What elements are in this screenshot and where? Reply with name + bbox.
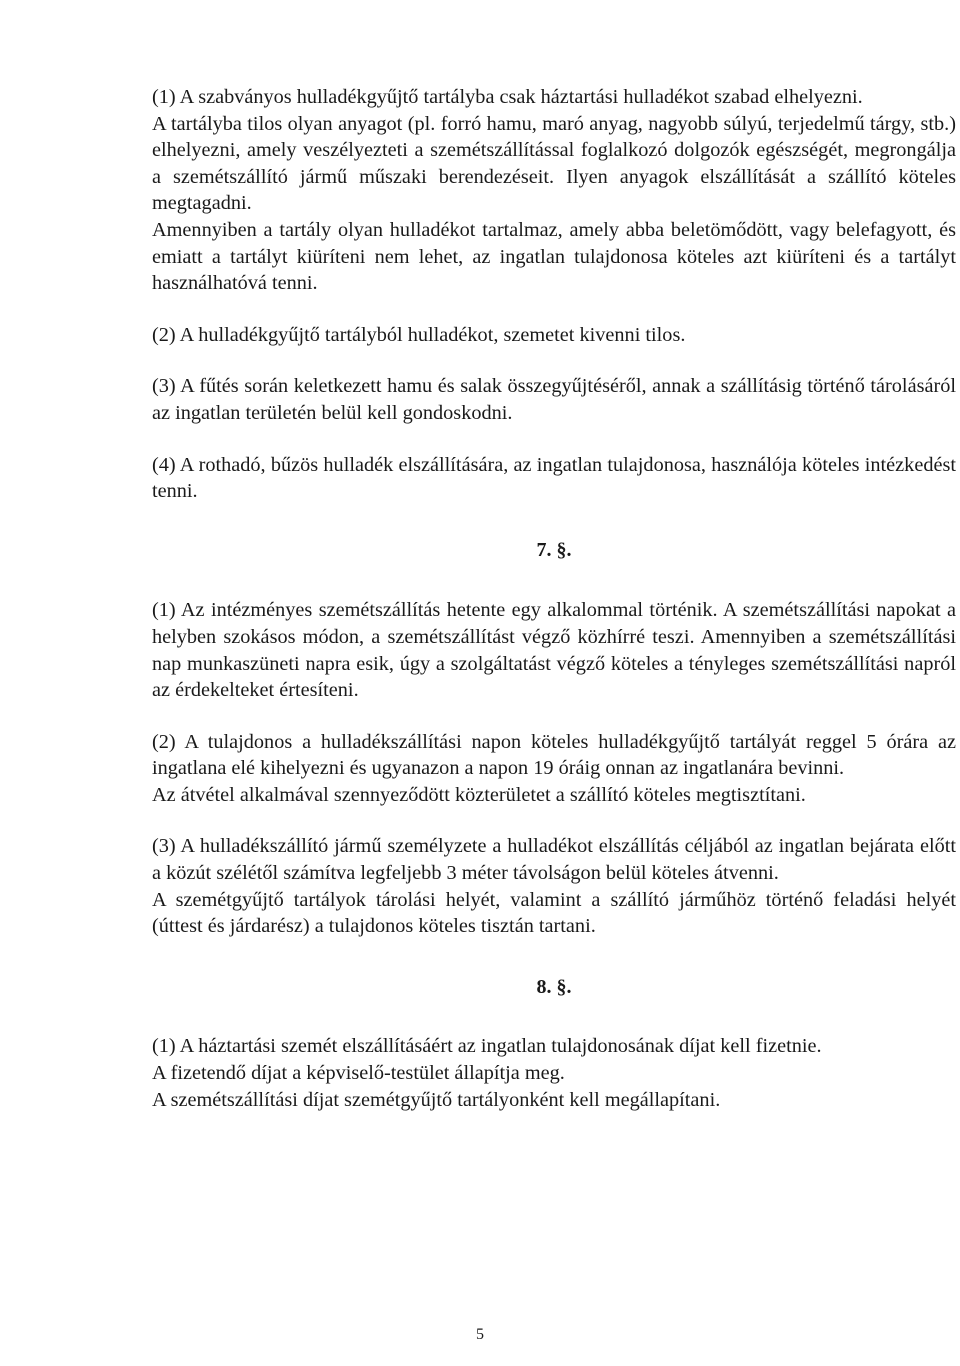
paragraph-line: Amennyiben a tartály olyan hulladékot tartalmaz, amely abba beletömődött, vagy belefagyott, és emiatt a tartályt kiüríteni nem lehet, az ingatlan tulajdonosa köteles azt kiüríteni és a tartályt használhatóvá tenni. [152,218,956,295]
document-page [152,84,956,1138]
paragraph-line: Az átvétel alkalmával szennyeződött közterületet a szállító köteles megtisztítani. [152,783,806,806]
paragraph-6-3: (3) A fűtés során keletkezett hamu és salak összegyűjtéséről, annak a szállításig történő tárolásáról az ingatlan területén belül kell gondoskodni. [152,375,956,424]
paragraph-line: A fizetendő díjat a képviselő-testület állapítja meg. [152,1062,565,1085]
paragraph-6-2: (2) A hulladékgyűjtő tartályból hulladékot, szemetet kivenni tilos. [152,323,686,346]
paragraph-line: (1) A háztartási szemét elszállításáért az ingatlan tulajdonosának díjat kell fizetnie. [152,1035,822,1058]
paragraph-8-1 [152,1033,956,1113]
page-number: 5 [476,1326,484,1343]
section-heading-8: 8. §. [536,975,572,998]
paragraph-line: (1) A szabványos hulladékgyűjtő tartályba csak háztartási hulladékot szabad elhelyezni. [152,86,863,108]
section-heading-7: 7. §. [536,538,572,561]
paragraph-line: A szemétszállítási díjat szemétgyűjtő tartályonként kell megállapítani. [152,1088,721,1111]
paragraph-6-4: (4) A rothadó, bűzös hulladék elszállítására, az ingatlan tulajdonosa, használója köteles intézkedést tenni. [152,453,956,503]
paragraph-line: (3) A hulladékszállító jármű személyzete a hulladékot elszállítás céljából az ingatlan bejárata előtt a közút szélétől számítva legfeljebb 3 méter távolságon belül köteles átvenni. [152,835,956,885]
paragraph-line: A tartályba tilos olyan anyagot (pl. forró hamu, maró anyag, nagyobb súlyú, terjedelmű tárgy, stb.) elhelyezni, amely veszélyezteti a szemétszállítással foglalkozó dolgozók egészségét, megrongálja a szemétszállító jármű műszaki berendezéseit. Ilyen anyagok elszállítását a szállító köteles megtagadni. [152,112,956,215]
paragraph-7-2 [152,729,956,809]
paragraph-7-3 [152,833,956,939]
paragraph-7-1: (1) Az intézményes szemétszállítás hetente egy alkalommal történik. A szemétszállítási napokat a helyben szokásos módon, a szemétszállítást végző közhírré teszi. Amennyiben a szemétszállítási nap munkaszüneti napra esik, úgy a szolgáltatást végző köteles a tényleges szemétszállítási napról az érdekelteket értesíteni. [152,599,956,702]
paragraph-6-1 [152,84,956,297]
paragraph-line: (2) A tulajdonos a hulladékszállítási napon köteles hulladékgyűjtő tartályát reggel 5 órára az ingatlana elé kihelyezni és ugyanazon a napon 19 óráig onnan az ingatlanára bevinni. [152,730,956,780]
paragraph-line: A szemétgyűjtő tartályok tárolási helyét, valamint a szállító járműhöz történő feladási helyét (úttest és járdarész) a tulajdonos köteles tisztán tartani. [152,888,956,938]
